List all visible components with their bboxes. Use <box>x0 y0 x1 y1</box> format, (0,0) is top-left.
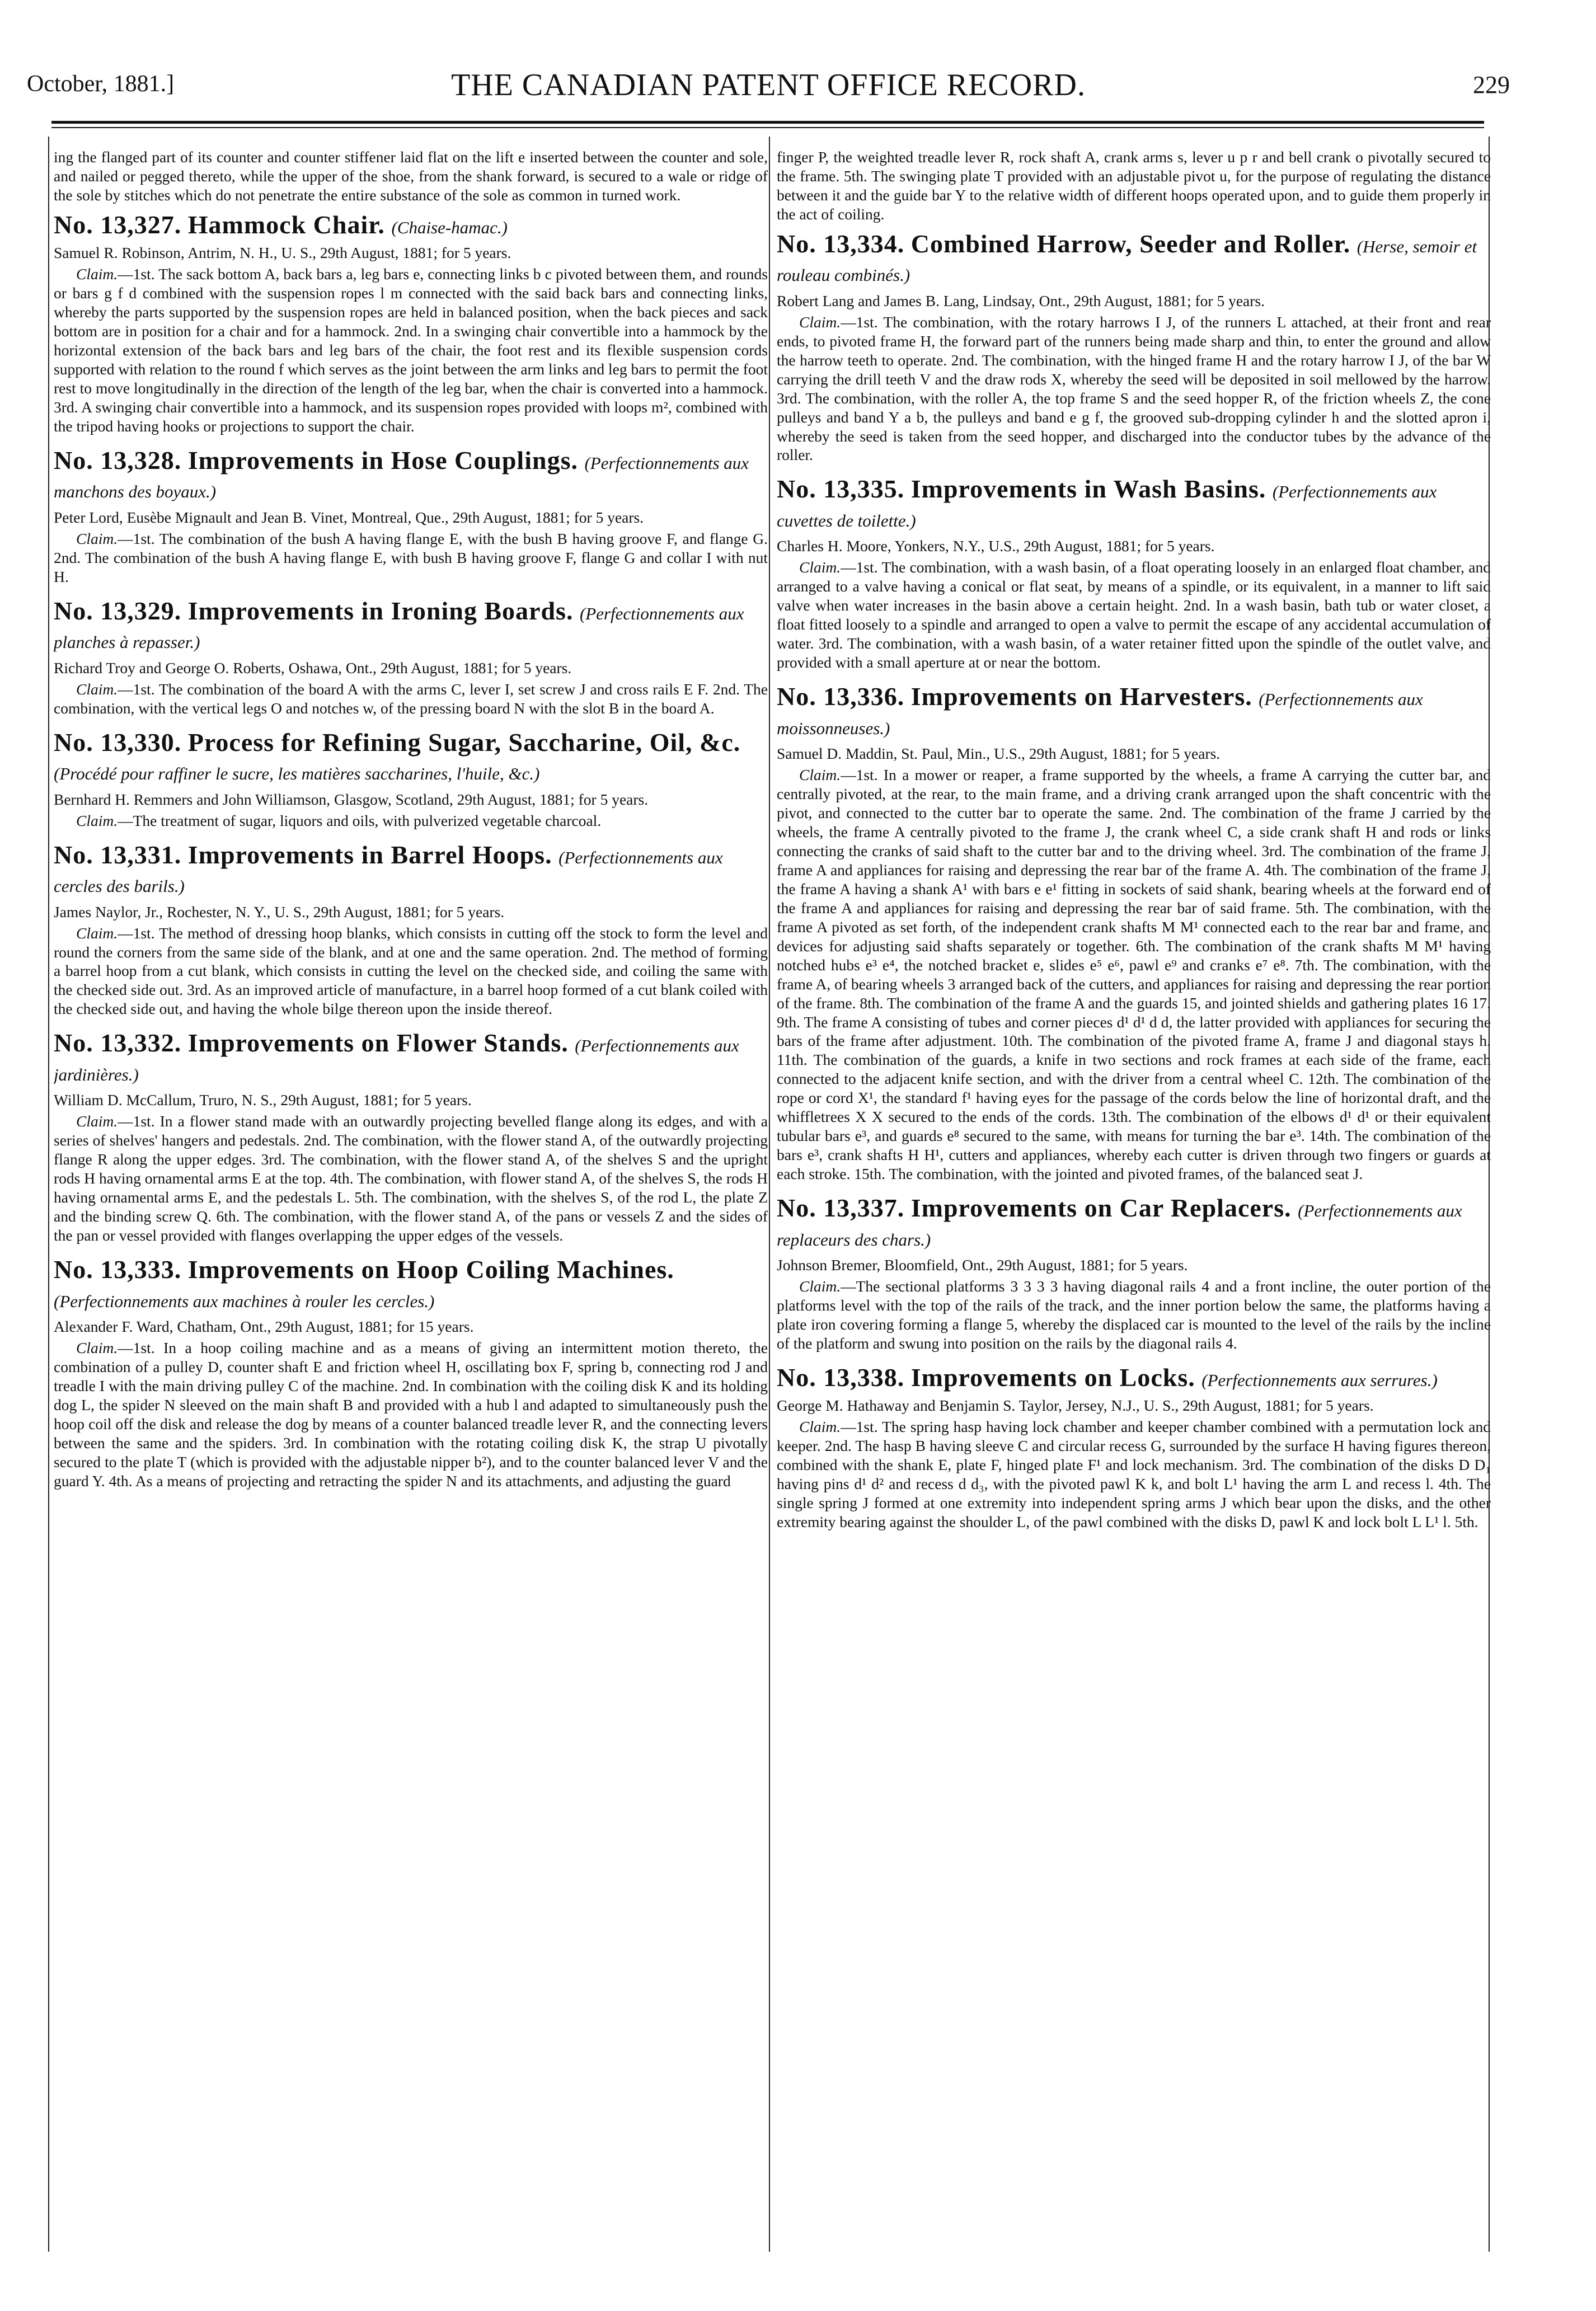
running-header <box>27 67 1510 112</box>
claim-text: —The sectional platforms 3 3 3 3 having diagonal rails 4 and a front incline, the outer portion of the platforms level with the top of the rails of the track, and the inner portion below the same, the platforms having a plate iron covering forming a flange 5, whereby the displaced car is mounted to the level of the rails by the incline of the platform and swung into position on the rails by the diagonal rails 4. <box>777 1277 1491 1352</box>
continued-text: ing the flanged part of its counter and counter stiffener laid flat on the lift e inserted between the counter and sole, and nailed or pegged thereto, while the upper of the shoe, from the shank forward, is secured to a wale or ridge of the sole by stitches which do not penetrate the entire substance of the sole as common in turned work. <box>54 148 768 204</box>
claim-label: Claim. <box>76 265 118 283</box>
column-border-left <box>48 137 49 2252</box>
header-date: October, 1881.] <box>27 71 175 97</box>
patent-claim <box>54 680 768 718</box>
patent-claim <box>777 765 1491 1183</box>
patent-french-title: (Chaise-hamac.) <box>391 217 508 237</box>
claim-text: —1st. The combination of the bush A having flange E, with the bush B having groove F, and flange G. 2nd. The combination of the bush A having flange E, with bush B having groove F, flange G and collar I with nut H. <box>54 529 768 585</box>
patent-title: Improvements on Car Replacers. <box>910 1194 1292 1223</box>
patent-entry <box>54 728 768 830</box>
claim-text: —1st. In a flower stand made with an outwardly projecting bevelled flange along its edges, and with a series of shelves' hangers and pedestals. 2nd. The combination, with the flower stand A, of the outwardly projecting flange R along the upper edges. 3rd. The combination, with the flower stand A, of the shelves S and the upright rods H having ornamental arms E at the top. 4th. The combination, with flower stand A, of the shelves S, the rods H having ornamental arms E, and the pedestals L. 5th. The combination, with the shelves S, of the rod L, the plate Z and the binding screw Q. 6th. The combination, with the flower stand A, of the pans or vessels Z and the sides of the pan or vessel provided with flanges overlapping the upper edges of the vessels. <box>54 1112 768 1244</box>
patent-entry <box>777 229 1491 465</box>
patent-title: Improvements in Hose Couplings. <box>187 445 578 475</box>
column-divider <box>769 137 770 2252</box>
claim-label: Claim. <box>799 766 841 784</box>
claim-label: Claim. <box>799 313 841 331</box>
patentee-info: William D. McCallum, Truro, N. S., 29th August, 1881; for 5 years. <box>54 1091 472 1109</box>
patentee-info: James Naylor, Jr., Rochester, N. Y., U. S., 29th August, 1881; for 5 years. <box>54 903 505 920</box>
claim-label: Claim. <box>76 924 118 942</box>
patent-title: Hammock Chair. <box>187 210 385 239</box>
claim-label: Claim. <box>76 680 118 698</box>
patent-number: No. 13,337. <box>777 1194 905 1223</box>
patent-number: No. 13,329. <box>54 596 182 625</box>
claim-label: Claim. <box>76 1338 118 1356</box>
continued-text: finger P, the weighted treadle lever R, rock shaft A, crank arms s, lever u p r and bell crank o pivotally secured to the frame. 5th. The swinging plate T provided with an adjustable pivot u, for the purpose of regulating the distance between it and the guide bar Y to the relative width of different hoops operated upon, and to guide them properly in the act of coiling. <box>777 148 1491 223</box>
patent-heading <box>54 1028 768 1086</box>
patent-title: Improvements on Harvesters. <box>910 682 1252 711</box>
header-title: THE CANADIAN PATENT OFFICE RECORD. <box>451 68 1086 102</box>
patent-heading <box>777 1194 1491 1251</box>
patent-title: Process for Refining Sugar, Saccharine, Oil, &c. <box>187 727 741 757</box>
patent-entry <box>54 840 768 1019</box>
claim-text: —1st. In a hoop coiling machine and as a means of giving an intermittent motion thereto, the combination of a pulley D, counter shaft E and friction wheel H, oscillating box F, spring b, connecting rod J and treadle I with the main driving pulley C of the machine. 2nd. In combination with the coiling disk K and its holding dog L, the spider N sleeved on the main shaft B and provided with a hub l and adapted to simultaneously push the hoop coil off the disk and release the dog by means of a counter balanced treadle lever R, and the connecting levers between the same and the spiders. 3rd. In combination with the rotating coiling disk K, the strap U pivotally secured to the plate T (which is provided with the adjustable nipper b²), and to the counter balanced lever V and the guard Y. 4th. As a means of projecting and retracting the spider N and its attachments, and adjusting the guard <box>54 1338 768 1490</box>
claim-label: Claim. <box>76 811 118 829</box>
claim-label: Claim. <box>799 1418 841 1436</box>
patentee-info: Samuel R. Robinson, Antrim, N. H., U. S., 29th August, 1881; for 5 years. <box>54 244 511 262</box>
patent-heading <box>777 229 1491 287</box>
patentee-info: George M. Hathaway and Benjamin S. Taylor, Jersey, N.J., U. S., 29th August, 1881; for 5 years. <box>777 1397 1374 1415</box>
patent-claim <box>777 1417 1491 1532</box>
patent-heading <box>54 840 768 898</box>
patent-french-title: (Perfectionnements aux machines à rouler les cercles.) <box>54 1291 435 1311</box>
patent-title: Improvements in Wash Basins. <box>910 475 1266 504</box>
patent-number: No. 13,327. <box>54 210 182 239</box>
patent-entry <box>54 210 768 436</box>
claim-label: Claim. <box>76 529 118 547</box>
claim-text: —The treatment of sugar, liquors and oils, with pulverized vegetable charcoal. <box>118 811 602 829</box>
patent-entry <box>777 682 1491 1183</box>
patent-title: Improvements on Hoop Coiling Machines. <box>187 1255 674 1284</box>
patent-claim <box>54 529 768 586</box>
claim-text: —1st. The sack bottom A, back bars a, leg bars e, connecting links b c pivoted between them, and rounds or bars g f d combined with the suspension ropes l m connected with the said back bars and connecting links, whereby the parts supported by the suspension ropes are held in balanced position, when the back pieces and sack bottom are in position for a chair and for a hammock. 2nd. In a swinging chair convertible into a hammock by the horizontal extension of the back bars and leg bars of the chair, the foot rest and its flexible suspension cords supported with relation to the round f which serves as the joint between the arm links and leg bars to permit the foot rest to move longitudinally in the direction of the length of the leg bar, when the chair is converted into a hammock. 3rd. A swinging chair convertible into a hammock, and its suspension ropes provided with loops m², combined with the tripod having hooks or projections to support the chair. <box>54 265 768 435</box>
patent-french-title: (Perfectionnements aux serrures.) <box>1201 1370 1438 1390</box>
claim-label: Claim. <box>799 1277 841 1295</box>
patent-french-title: (Perfectionnements aux cuvettes de toilette.) <box>777 482 1437 530</box>
claim-label: Claim. <box>76 1112 118 1130</box>
page-number: 229 <box>1473 71 1510 98</box>
patent-title: Improvements in Barrel Hoops. <box>187 840 552 869</box>
patent-french-title: (Perfectionnements aux moissonneuses.) <box>777 689 1423 738</box>
patent-entry <box>54 596 768 718</box>
claim-text: —1st. The combination of the board A with the arms C, lever I, set screw J and cross rails E F. 2nd. The combination, with the vertical legs O and notches w, of the pressing board N with the slot B in the board A. <box>54 680 768 717</box>
left-entries <box>54 210 768 1491</box>
patent-entry <box>54 1028 768 1245</box>
patent-entry <box>54 446 768 586</box>
patent-number: No. 13,336. <box>777 682 905 711</box>
patent-number: No. 13,328. <box>54 445 182 475</box>
patent-title: Improvements on Flower Stands. <box>187 1028 569 1058</box>
patent-french-title: (Perfectionnements aux planches à repasser.) <box>54 603 744 652</box>
patentee-info: Robert Lang and James B. Lang, Lindsay, Ont., 29th August, 1881; for 5 years. <box>777 292 1265 309</box>
header-rule <box>51 121 1484 128</box>
patent-claim <box>54 1112 768 1245</box>
patent-claim <box>777 558 1491 672</box>
patentee-info: Samuel D. Maddin, St. Paul, Min., U.S., 29th August, 1881; for 5 years. <box>777 745 1221 763</box>
patent-entry <box>777 1363 1491 1532</box>
patent-number: No. 13,335. <box>777 475 905 504</box>
patent-heading <box>54 728 768 786</box>
patentee-info: Richard Troy and George O. Roberts, Oshawa, Ont., 29th August, 1881; for 5 years. <box>54 659 572 677</box>
patent-french-title: (Perfectionnements aux cercles des barils.) <box>54 847 723 896</box>
patent-french-title: (Perfectionnements aux replaceurs des chars.) <box>777 1201 1462 1250</box>
patentee-info: Alexander F. Ward, Chatham, Ont., 29th August, 1881; for 15 years. <box>54 1318 474 1336</box>
claim-text: —1st. The combination, with a wash basin, of a float operating loosely in an enlarged float chamber, and arranged to a valve having a conical or flat seat, by means of a spindle, or its equivalent, in a manner to lift said valve when water increases in the basin above a certain height. 2nd. In a wash basin, bath tub or water closet, a float fitted loosely to a spindle and arranged to open a valve to permit the escape of any accidental accumulation of water. 3rd. The combination, with a wash basin, of a water retainer fitted upon the spindle of the outlet valve, and provided with a small aperture at or near the bottom. <box>777 558 1491 671</box>
left-column <box>54 148 768 2274</box>
patent-heading <box>777 1363 1491 1392</box>
patent-heading <box>54 1255 768 1313</box>
patentee-info: Bernhard H. Remmers and John Williamson, Glasgow, Scotland, 29th August, 1881; for 5 years. <box>54 790 649 808</box>
right-entries <box>777 229 1491 1532</box>
patent-number: No. 13,334. <box>777 229 905 258</box>
patent-heading <box>777 475 1491 532</box>
patent-number: No. 13,331. <box>54 840 182 869</box>
patentee-info: Charles H. Moore, Yonkers, N.Y., U.S., 29th August, 1881; for 5 years. <box>777 537 1215 555</box>
patent-number: No. 13,332. <box>54 1028 182 1058</box>
patent-heading <box>54 210 768 239</box>
patent-heading <box>54 596 768 654</box>
patent-claim <box>54 1338 768 1491</box>
claim-text: —1st. The combination, with the rotary harrows I J, of the runners L attached, at their front and rear ends, to pivoted frame H, the forward part of the runners being made sharp and thin, to enter the ground and allow the harrow teeth to operate. 2nd. The combination, with the hinged frame H and the rotary harrow I J, of the bar W carrying the drill teeth V and the draw rods X, whereby the seed will be deposited in soil mellowed by the harrow. 3rd. The combination, with the roller A, the top frame S and the seed hopper R, of the friction wheels Z, the cone pulleys and band Y a b, the pulleys and band e g f, the grooved sub-dropping cylinder h and the slotted apron i, whereby the seed is taken from the seed hopper, and discharged into the conductor tubes by the advance of the roller. <box>777 313 1491 464</box>
patent-claim <box>54 924 768 1019</box>
patent-entry <box>54 1255 768 1491</box>
patent-entry <box>777 1194 1491 1353</box>
patent-french-title: (Procédé pour raffiner le sucre, les matières saccharines, l'huile, &c.) <box>54 764 540 784</box>
patent-title: Combined Harrow, Seeder and Roller. <box>910 229 1351 258</box>
patent-entry <box>777 475 1491 672</box>
patent-claim <box>777 1277 1491 1353</box>
patent-claim <box>54 265 768 436</box>
patent-number: No. 13,333. <box>54 1255 182 1284</box>
patent-claim <box>54 811 768 830</box>
patent-number: No. 13,330. <box>54 727 182 757</box>
patent-french-title: (Perfectionnements aux manchons des boyaux.) <box>54 453 749 502</box>
patent-heading <box>54 446 768 504</box>
patent-title: Improvements in Ironing Boards. <box>187 596 574 625</box>
patent-heading <box>777 682 1491 740</box>
claim-text: —1st. The spring hasp having lock chamber and keeper chamber combined with a permutation lock and keeper. 2nd. The hasp B having sleeve C and circular recess G, surrounded by the surface H having figures thereon, combined with the shank E, plate F, hinged plate F¹ and lock mechanism. 3rd. The combination of the disks D D₁ having pins d¹ d² and recess d d₃, with the pivoted pawl K k, and bolt L¹ having the arm L and recess l. 4th. The single spring J formed at one extremity into independent spring arms J which bear upon the disks, and the other extremity bearing against the shoulder L, of the pawl combined with the disks D, pawl K and lock bolt L L¹ l. 5th. <box>777 1418 1491 1531</box>
claim-text: —1st. The method of dressing hoop blanks, which consists in cutting off the stock to form the level and round the corners from the same side of the blank, and at one and the same operation. 2nd. The method of forming a barrel hoop from a cut blank, which consists in cutting the level on the checked side, and coiling the same with the checked side out. 3rd. As an improved article of manufacture, in a barrel hoop formed of a cut blank coiled with the checked side out, and having the whole bilge thereon upon the inside thereof. <box>54 924 768 1018</box>
patent-title: Improvements on Locks. <box>910 1363 1195 1392</box>
claim-label: Claim. <box>799 558 841 576</box>
patentee-info: Johnson Bremer, Bloomfield, Ont., 29th August, 1881; for 5 years. <box>777 1256 1188 1274</box>
claim-text: —1st. In a mower or reaper, a frame supported by the wheels, a frame A carrying the cutter bar, and centrally pivoted, at the rear, to the main frame, and a driving crank arranged upon the shaft concentric with the pivot, and connected to the cutter bar to operate the same. 2nd. The combination of the frame J carried by the wheels, the frame A centrally pivoted to the frame J, the crank wheel C, a side crank shaft H and rods or links connecting the cranks of said shaft to the cutter bar and to the driving wheel. 3rd. The combination of the frame J, frame A and appliances for raising and depressing the rear bar of the frame A. 4th. The combination of the frame J, the frame A having a shank A¹ with bars e e¹ fitting in sockets of said shank, bearing wheels at the forward end of the frame A and appliances for raising and depressing the rear bar of said frame. 5th. The combination, with the frame A pivoted as set forth, of the independent crank shafts M M¹ connected each to the rear bar and frame, and devices for adjusting said shafts separately or together. 6th. The combination of the crank shafts M M¹ having notched hubs e³ e⁴, the notched bracket e, slides e⁵ e⁶, pawl e⁹ and cranks e⁷ e⁸. 7th. The combination, with the frame A, of bearing wheels 3 arranged back of the cutters, and appliances for raising and depressing the rear portion of the frame. 8th. The combination of the frame A and the guards 15, and jointed shields and gathering plates 16 17. 9th. The frame A consisting of tubes and corner pieces d¹ d¹ d d, the latter provided with appliances for securing the bars of the frame after adjustment. 10th. The combination of the pivoted frame A, frame J and diagonal stays h. 11th. The combination of the guards, a knife in two sections and rock frames at each side of the frame, each connected to the adjacent knife section, and with the driver from a central wheel C. 12th. The combination of the rope or cord X¹, the standard f¹ having eyes for the passage of the cords below the line of horizontal draft, and the whiffletrees X X secured to the ends of the cords. 13th. The combination of the elbows d¹ d¹ or their equivalent tubular bars e³, and guards e⁸ secured to the same, with means for turning the bar e³. 14th. The combination of the bars e³, crank shafts H H¹, cutters and appliances, whereby each cutter is driven through two fingers or guards at each stroke. 15th. The combination, with the jointed and pivoted frames, of the balanced seat J. <box>777 766 1491 1183</box>
right-column <box>777 148 1491 2274</box>
patentee-info: Peter Lord, Eusèbe Mignault and Jean B. Vinet, Montreal, Que., 29th August, 1881; for 5 years. <box>54 508 644 526</box>
patent-french-title: (Perfectionnements aux jardinières.) <box>54 1036 739 1084</box>
patent-number: No. 13,338. <box>777 1363 905 1392</box>
patent-claim <box>777 313 1491 465</box>
patent-french-title: (Herse, semoir et rouleau combinés.) <box>777 236 1477 285</box>
